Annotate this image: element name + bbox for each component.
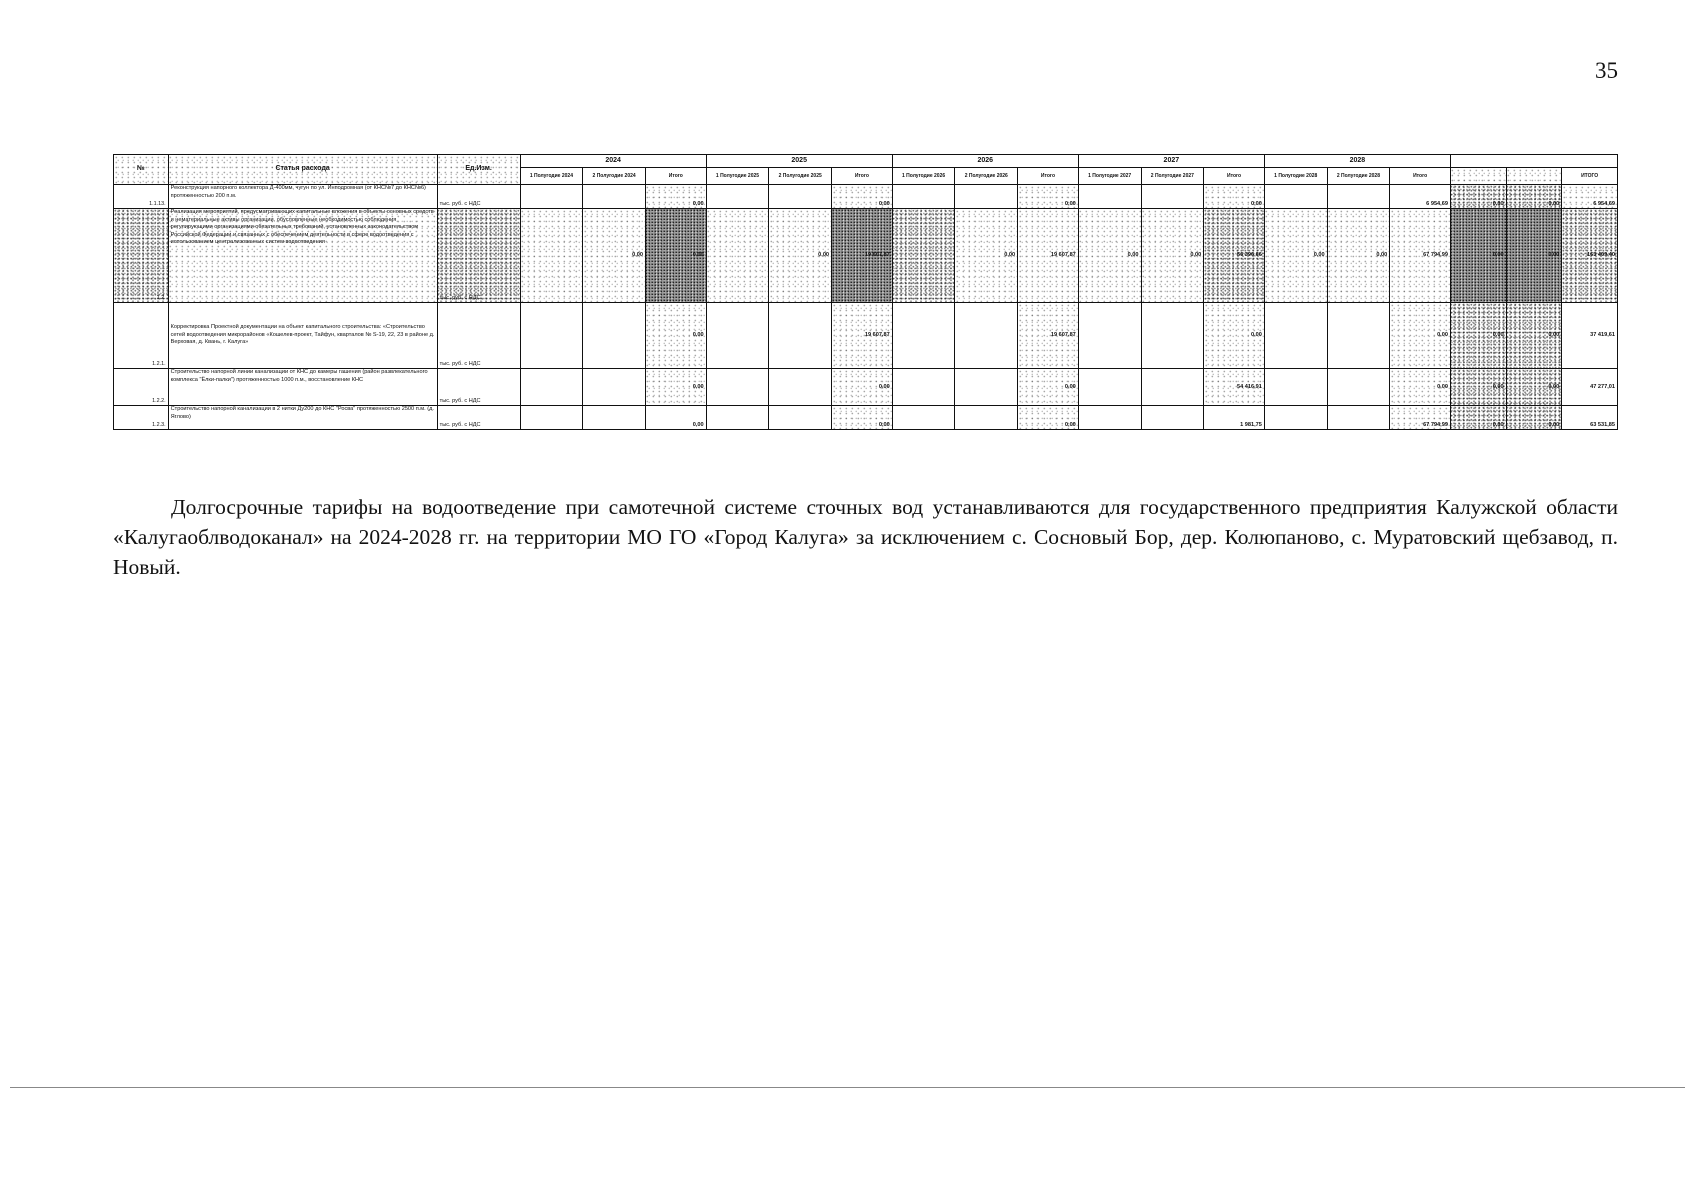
row-title: Реализация мероприятий, предусматривающих капитальные вложения в объекты основных средств и нематериальные активы организации, обусловленные необходимостью соблюдения регулирующими организациями обязательных требований, установленных законодательством Российской Федерации и связанных с обеспечением деятельности в сфере водоотведения с использованием централизованных систем водоотведения [168,209,437,303]
cell: 0,00 [832,185,893,209]
cell: 0,00 [1450,369,1506,406]
table-row [114,406,1618,430]
cell [706,209,769,303]
cell: 0,00 [1390,369,1451,406]
header-year-2028: 2028 [1264,155,1450,168]
header-h2: 2 Полугодие 2028 [1327,168,1390,185]
row-title: Корректировка Проектной документации на объект капитального строительства: «Строительство сетей водоотведения микрорайонов «Кошелев-проект, Тайфун, кварталов № S-19, 22, 23 в районе д. Верховая, д. Квань, г. Калуга» [168,303,437,369]
cell [769,406,832,430]
header-h2: 2 Полугодие 2024 [583,168,646,185]
header-h2: 2 Полугодие 2026 [955,168,1018,185]
cell: 0,00 [1506,303,1562,369]
cell: 56 396,66 [1204,209,1265,303]
cell [955,406,1018,430]
cell: 47 277,01 [1562,369,1618,406]
cell: 0,00 [1506,209,1562,303]
cell: 0,00 [1506,406,1562,430]
cell: 0,00 [1264,209,1327,303]
cell [1078,303,1141,369]
cell [1327,185,1390,209]
header-blank [1450,168,1506,185]
cell [706,406,769,430]
cell [520,209,583,303]
cell: 0,00 [955,209,1018,303]
header-h1: 1 Полугодие 2025 [706,168,769,185]
row-code: 1.2.3. [114,406,169,430]
cell: 0,00 [1327,209,1390,303]
cell: 6 954,69 [1562,185,1618,209]
cell [583,369,646,406]
header-blank [1506,168,1562,185]
cell [1264,369,1327,406]
cell [520,369,583,406]
cell: 0,00 [1204,185,1265,209]
header-h1: 1 Полугодие 2026 [892,168,955,185]
header-year-2026: 2026 [892,155,1078,168]
cell [955,369,1018,406]
header-h1: 1 Полугодие 2028 [1264,168,1327,185]
header-year-2025: 2025 [706,155,892,168]
cell [520,185,583,209]
cell: 63 531,85 [1562,406,1618,430]
table-row [114,185,1618,209]
cell: 0,00 [1450,303,1506,369]
cell [706,369,769,406]
cell: 19 607,87 [832,209,893,303]
cell [1141,185,1204,209]
cell [1264,185,1327,209]
header-h2: 2 Полугодие 2025 [769,168,832,185]
row-code: 1.2.2. [114,369,169,406]
row-unit: тыс. руб. с НДС [437,303,520,369]
header-total: ИТОГО [1562,168,1618,185]
cell [1141,303,1204,369]
cell [1141,406,1204,430]
cell: 163 409,40 [1562,209,1618,303]
header-year-2024: 2024 [520,155,706,168]
cell: 19 607,87 [1018,303,1079,369]
cell: 6 954,69 [1390,185,1451,209]
cell [892,303,955,369]
header-sum: Итого [832,168,893,185]
cell: 0,00 [832,369,893,406]
cell: 19 607,87 [832,303,893,369]
cell [520,303,583,369]
cell: 0,00 [645,185,706,209]
header-total-group [1450,155,1617,168]
cell: 0,00 [583,209,646,303]
header-num: № [114,155,169,185]
cell [955,303,1018,369]
header-unit: Ед.Изм. [437,155,520,185]
header-h1: 1 Полугодие 2027 [1078,168,1141,185]
cell [1264,406,1327,430]
cell: 0,00 [1078,209,1141,303]
row-unit: тыс. руб. с НДС [437,209,520,303]
row-unit: тыс. руб. с НДС [437,185,520,209]
cell: 19 607,87 [1018,209,1079,303]
cell [769,185,832,209]
cell [892,369,955,406]
cell [955,185,1018,209]
cell [892,406,955,430]
cell [520,406,583,430]
cell: 0,00 [1450,406,1506,430]
table-row [114,369,1618,406]
row-title: Строительство напорной канализации в 2 нитки Ду200 до КНС "Росва" протяженностью 2500 п.м. (д. Яглово) [168,406,437,430]
row-code: 1.2. [114,209,169,303]
cell [769,303,832,369]
header-sum: Итого [1018,168,1079,185]
cell [892,209,955,303]
cell: 0,00 [1390,303,1451,369]
row-title: Реконструкция напорного коллектора Д-400мм, чугун по ул. Инподромная (от КНС№7 до КНС№6) протяженностью 200 п.м. [168,185,437,209]
cell [1264,303,1327,369]
cell [583,406,646,430]
investment-cost-table [113,154,1618,430]
cell: 0,00 [1018,185,1079,209]
cell: 0,00 [1450,185,1506,209]
cell: 0,00 [645,369,706,406]
bottom-divider [10,1087,1685,1088]
cell [706,185,769,209]
cell [1327,369,1390,406]
table-row [114,303,1618,369]
cell: 0,00 [1450,209,1506,303]
table-row [114,209,1618,303]
cell [769,369,832,406]
row-unit: тыс. руб. с НДС [437,406,520,430]
header-sum: Итого [1204,168,1265,185]
row-title: Строительство напорной линии канализации от КНС до камеры гашения (район развлекательного комплекса "Ёлки-палки") протяженностью 1000 п.м., восстановление КНС [168,369,437,406]
cell: 0,00 [645,209,706,303]
page-number: 35 [1595,58,1618,83]
cell: 0,00 [1506,185,1562,209]
tariff-paragraph: Долгосрочные тарифы на водоотведение при самотечной системе сточных вод устанавливаются для государственного предприятия Калужской области «Калугаоблводоканал» на 2024-2028 гг. на территории МО ГО «Город Калуга» за исключением с. Сосновый Бор, дер. Колюпаново, с. Муратовский щебзавод, п. Новый. [113,494,1618,579]
cell: 0,00 [1506,369,1562,406]
cell: 0,00 [769,209,832,303]
header-year-2027: 2027 [1078,155,1264,168]
cell: 37 419,61 [1562,303,1618,369]
cell: 0,00 [1204,303,1265,369]
cell: 0,00 [645,406,706,430]
row-code: 1.1.13. [114,185,169,209]
cell [892,185,955,209]
cell [583,303,646,369]
cell [1327,303,1390,369]
row-unit: тыс. руб. с НДС [437,369,520,406]
cell [583,185,646,209]
cell: 67 794,99 [1390,406,1451,430]
cell: 0,00 [832,406,893,430]
cell [706,303,769,369]
header-h2: 2 Полугодие 2027 [1141,168,1204,185]
cell [1327,406,1390,430]
cell: 0,00 [1018,406,1079,430]
cell: 1 981,75 [1204,406,1265,430]
cell: 0,00 [1141,209,1204,303]
header-article: Статья расхода [168,155,437,185]
cell: 54 416,91 [1204,369,1265,406]
cell: 67 794,99 [1390,209,1451,303]
header-sum: Итого [645,168,706,185]
cell: 0,00 [645,303,706,369]
cell [1078,369,1141,406]
header-h1: 1 Полугодие 2024 [520,168,583,185]
investment-table-container [113,154,1618,454]
cell [1078,406,1141,430]
cell [1078,185,1141,209]
header-row-years [114,155,1618,168]
row-code: 1.2.1. [114,303,169,369]
header-sum: Итого [1390,168,1451,185]
cell [1141,369,1204,406]
cell: 0,00 [1018,369,1079,406]
